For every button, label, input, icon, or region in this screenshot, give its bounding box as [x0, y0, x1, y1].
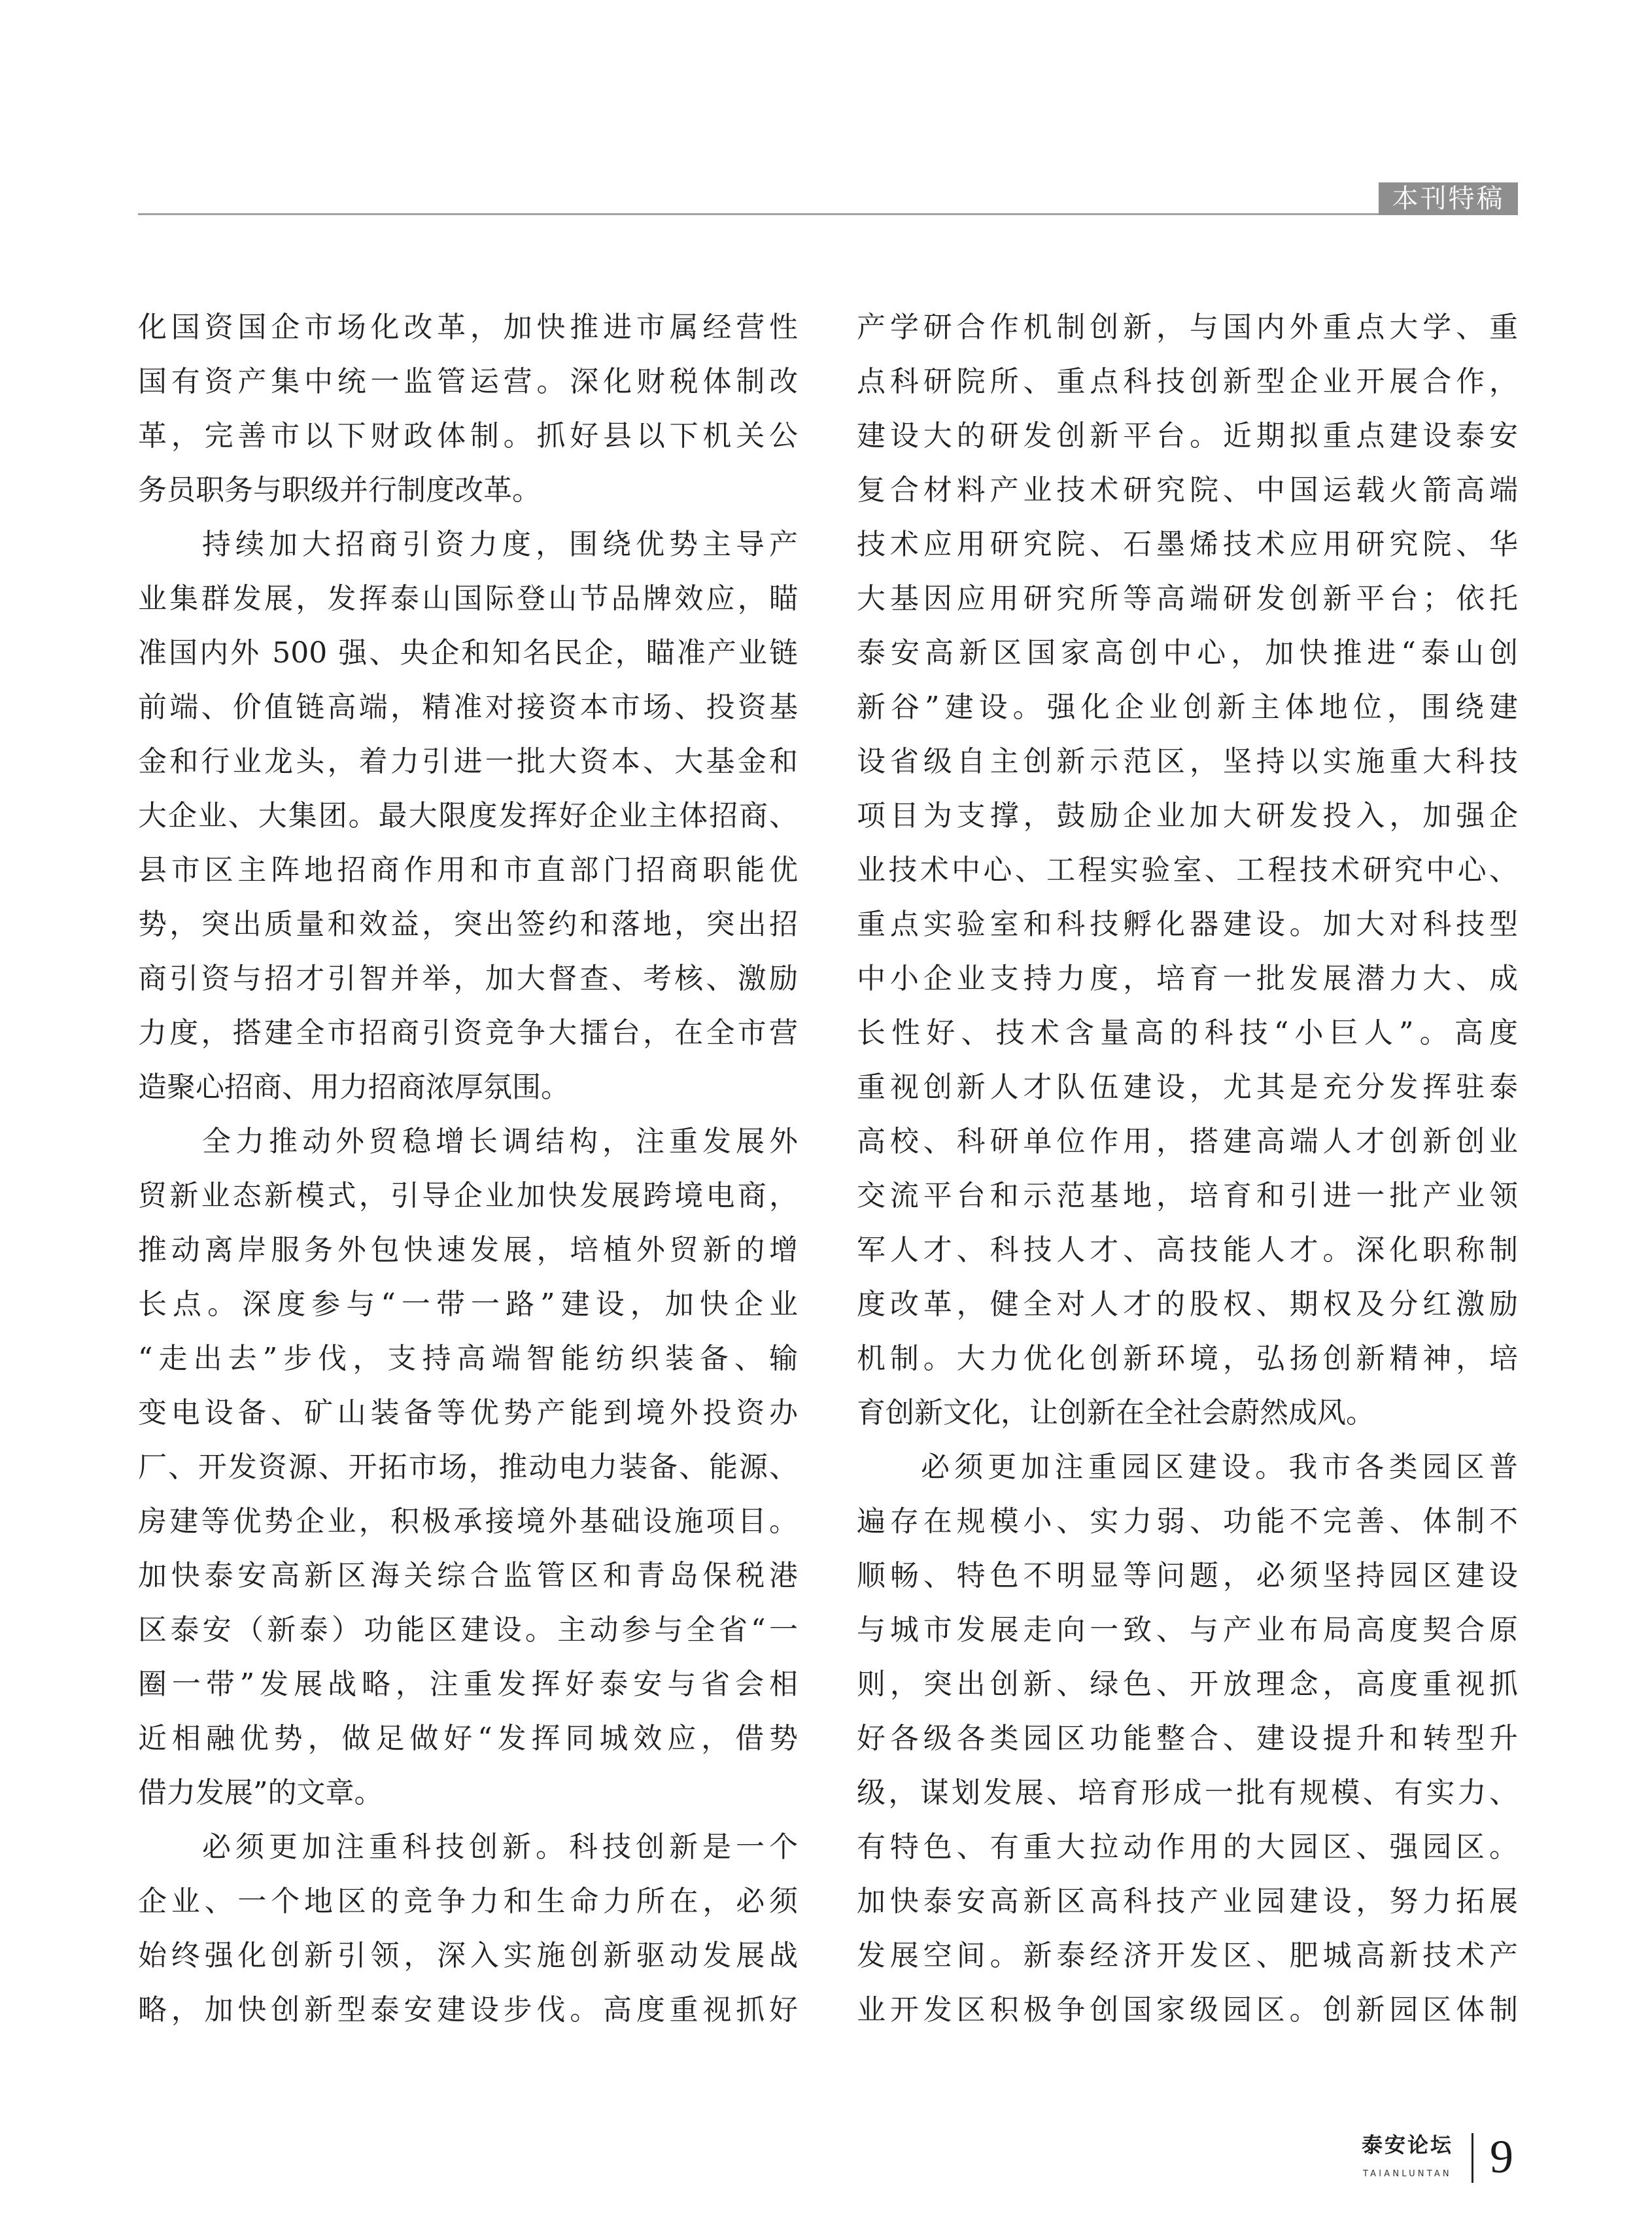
text-line: 变电设备、矿山装备等优势产能到境外投资办 — [138, 1396, 798, 1430]
text-line: 点科研院所、重点科技创新型企业开展合作， — [857, 365, 1518, 398]
right-column — [857, 300, 1518, 2037]
text-line: 推动离岸服务外包快速发展，培植外贸新的增 — [138, 1233, 798, 1267]
left-column — [138, 300, 798, 2037]
text-line: “走出去”步伐，支持高端智能纺织装备、输 — [138, 1342, 798, 1375]
body-paragraph — [857, 300, 1518, 1440]
text-line: 商引资与招才引智并举，加大督查、考核、激励 — [138, 962, 798, 995]
text-line: 始终强化创新引领，深入实施创新驱动发展战 — [138, 1939, 798, 1972]
text-line: 金和行业龙头，着力引进一批大资本、大基金和 — [138, 745, 798, 778]
text-line: 高校、科研单位作用，搭建高端人才创新创业 — [857, 1125, 1518, 1158]
body-paragraph — [138, 300, 798, 517]
text-line: 准国内外 500 强、央企和知名民企，瞄准产业链 — [138, 636, 798, 670]
text-line: 好各级各类园区功能整合、建设提升和转型升 — [857, 1722, 1518, 1755]
text-line: 必须更加注重园区建设。我市各类园区普 — [921, 1450, 1518, 1484]
text-line: 持续加大招商引资力度，围绕优势主导产 — [202, 528, 798, 561]
text-line: 化国资国企市场化改革，加快推进市属经营性 — [138, 311, 798, 344]
text-line: 加快泰安高新区海关综合监管区和青岛保税港 — [138, 1559, 798, 1592]
text-line: 新谷”建设。强化企业创新主体地位，围绕建 — [857, 691, 1518, 724]
text-line: 厂、开发资源、开拓市场，推动电力装备、能源、 — [138, 1450, 798, 1484]
text-line: 造聚心招商、用力招商浓厚氛围。 — [138, 1070, 570, 1104]
text-line: 革，完善市以下财政体制。抓好县以下机关公 — [138, 419, 798, 453]
text-line: 遍存在规模小、实力弱、功能不完善、体制不 — [857, 1505, 1518, 1538]
text-line: 度改革，健全对人才的股权、期权及分红激励 — [857, 1288, 1518, 1321]
text-line: 泰安高新区国家高创中心，加快推进“泰山创 — [857, 636, 1518, 670]
text-line: 房建等优势企业，积极承接境外基础设施项目。 — [138, 1505, 798, 1538]
text-line: 有特色、有重大拉动作用的大园区、强园区。 — [857, 1830, 1518, 1864]
text-line: 力度，搭建全市招商引资竞争大擂台，在全市营 — [138, 1016, 798, 1050]
text-line: 产学研合作机制创新，与国内外重点大学、重 — [857, 311, 1518, 344]
text-line: 企业、一个地区的竞争力和生命力所在，必须 — [138, 1885, 798, 1918]
text-line: 设省级自主创新示范区，坚持以实施重大科技 — [857, 745, 1518, 778]
text-line: 加快泰安高新区高科技产业园建设，努力拓展 — [857, 1885, 1518, 1918]
text-line: 全力推动外贸稳增长调结构，注重发展外 — [202, 1125, 798, 1158]
footer-divider — [1471, 2133, 1473, 2183]
text-line: 重视创新人才队伍建设，尤其是充分发挥驻泰 — [857, 1070, 1518, 1104]
text-line: 顺畅、特色不明显等问题，必须坚持园区建设 — [857, 1559, 1518, 1592]
text-line: 业技术中心、工程实验室、工程技术研究中心、 — [857, 853, 1518, 887]
header-rule — [138, 213, 1518, 215]
text-line: 贸新业态新模式，引导企业加快发展跨境电商， — [138, 1179, 798, 1212]
text-line: 势，突出质量和效益，突出签约和落地，突出招 — [138, 908, 798, 941]
body-paragraph — [138, 1820, 798, 2037]
text-line: 借力发展”的文章。 — [138, 1776, 383, 1809]
text-line: 略，加快创新型泰安建设步伐。高度重视抓好 — [138, 1993, 798, 2027]
text-line: 则，突出创新、绿色、开放理念，高度重视抓 — [857, 1668, 1518, 1701]
text-line: 复合材料产业技术研究院、中国运载火箭高端 — [857, 473, 1518, 507]
text-line: 国有资产集中统一监管运营。深化财税体制改 — [138, 365, 798, 398]
magazine-name: 泰安论坛 — [1362, 2132, 1454, 2157]
text-line: 近相融优势，做足做好“发挥同城效应，借势 — [138, 1722, 798, 1755]
text-line: 与城市发展走向一致、与产业布局高度契合原 — [857, 1613, 1518, 1647]
text-line: 级，谋划发展、培育形成一批有规模、有实力、 — [857, 1776, 1518, 1809]
text-line: 圈一带”发展战略，注重发挥好泰安与省会相 — [138, 1668, 798, 1701]
text-line: 机制。大力优化创新环境，弘扬创新精神，培 — [857, 1342, 1518, 1375]
text-line: 项目为支撑，鼓励企业加大研发投入，加强企 — [857, 799, 1518, 832]
text-line: 育创新文化，让创新在全社会蔚然成风。 — [857, 1396, 1375, 1430]
text-line: 交流平台和示范基地，培育和引进一批产业领 — [857, 1179, 1518, 1212]
body-paragraph — [138, 517, 798, 1114]
text-line: 中小企业支持力度，培育一批发展潜力大、成 — [857, 962, 1518, 995]
text-line: 前端、价值链高端，精准对接资本市场、投资基 — [138, 691, 798, 724]
text-line: 县市区主阵地招商作用和市直部门招商职能优 — [138, 853, 798, 887]
text-line: 长点。深度参与“一带一路”建设，加快企业 — [138, 1288, 798, 1321]
text-line: 技术应用研究院、石墨烯技术应用研究院、华 — [857, 528, 1518, 561]
text-line: 建设大的研发创新平台。近期拟重点建设泰安 — [857, 419, 1518, 453]
text-line: 大基因应用研究所等高端研发创新平台；依托 — [857, 582, 1518, 615]
text-line: 必须更加注重科技创新。科技创新是一个 — [202, 1830, 798, 1864]
section-tag: 本刊特稿 — [1379, 182, 1518, 215]
text-line: 发展空间。新泰经济开发区、肥城高新技术产 — [857, 1939, 1518, 1972]
text-line: 区泰安（新泰）功能区建设。主动参与全省“一 — [138, 1613, 798, 1647]
page-number: 9 — [1490, 2131, 1513, 2183]
text-line: 大企业、大集团。最大限度发挥好企业主体招商、 — [138, 799, 798, 832]
text-line: 长性好、技术含量高的科技“小巨人”。高度 — [857, 1016, 1518, 1050]
body-paragraph — [857, 1440, 1518, 2037]
body-paragraph — [138, 1114, 798, 1820]
text-line: 重点实验室和科技孵化器建设。加大对科技型 — [857, 908, 1518, 941]
text-line: 业开发区积极争创国家级园区。创新园区体制 — [857, 1993, 1518, 2027]
magazine-pinyin: TAIANLUNTAN — [1363, 2169, 1452, 2179]
text-line: 业集群发展，发挥泰山国际登山节品牌效应，瞄 — [138, 582, 798, 615]
text-line: 务员职务与职级并行制度改革。 — [138, 473, 541, 507]
text-line: 军人才、科技人才、高技能人才。深化职称制 — [857, 1233, 1518, 1267]
